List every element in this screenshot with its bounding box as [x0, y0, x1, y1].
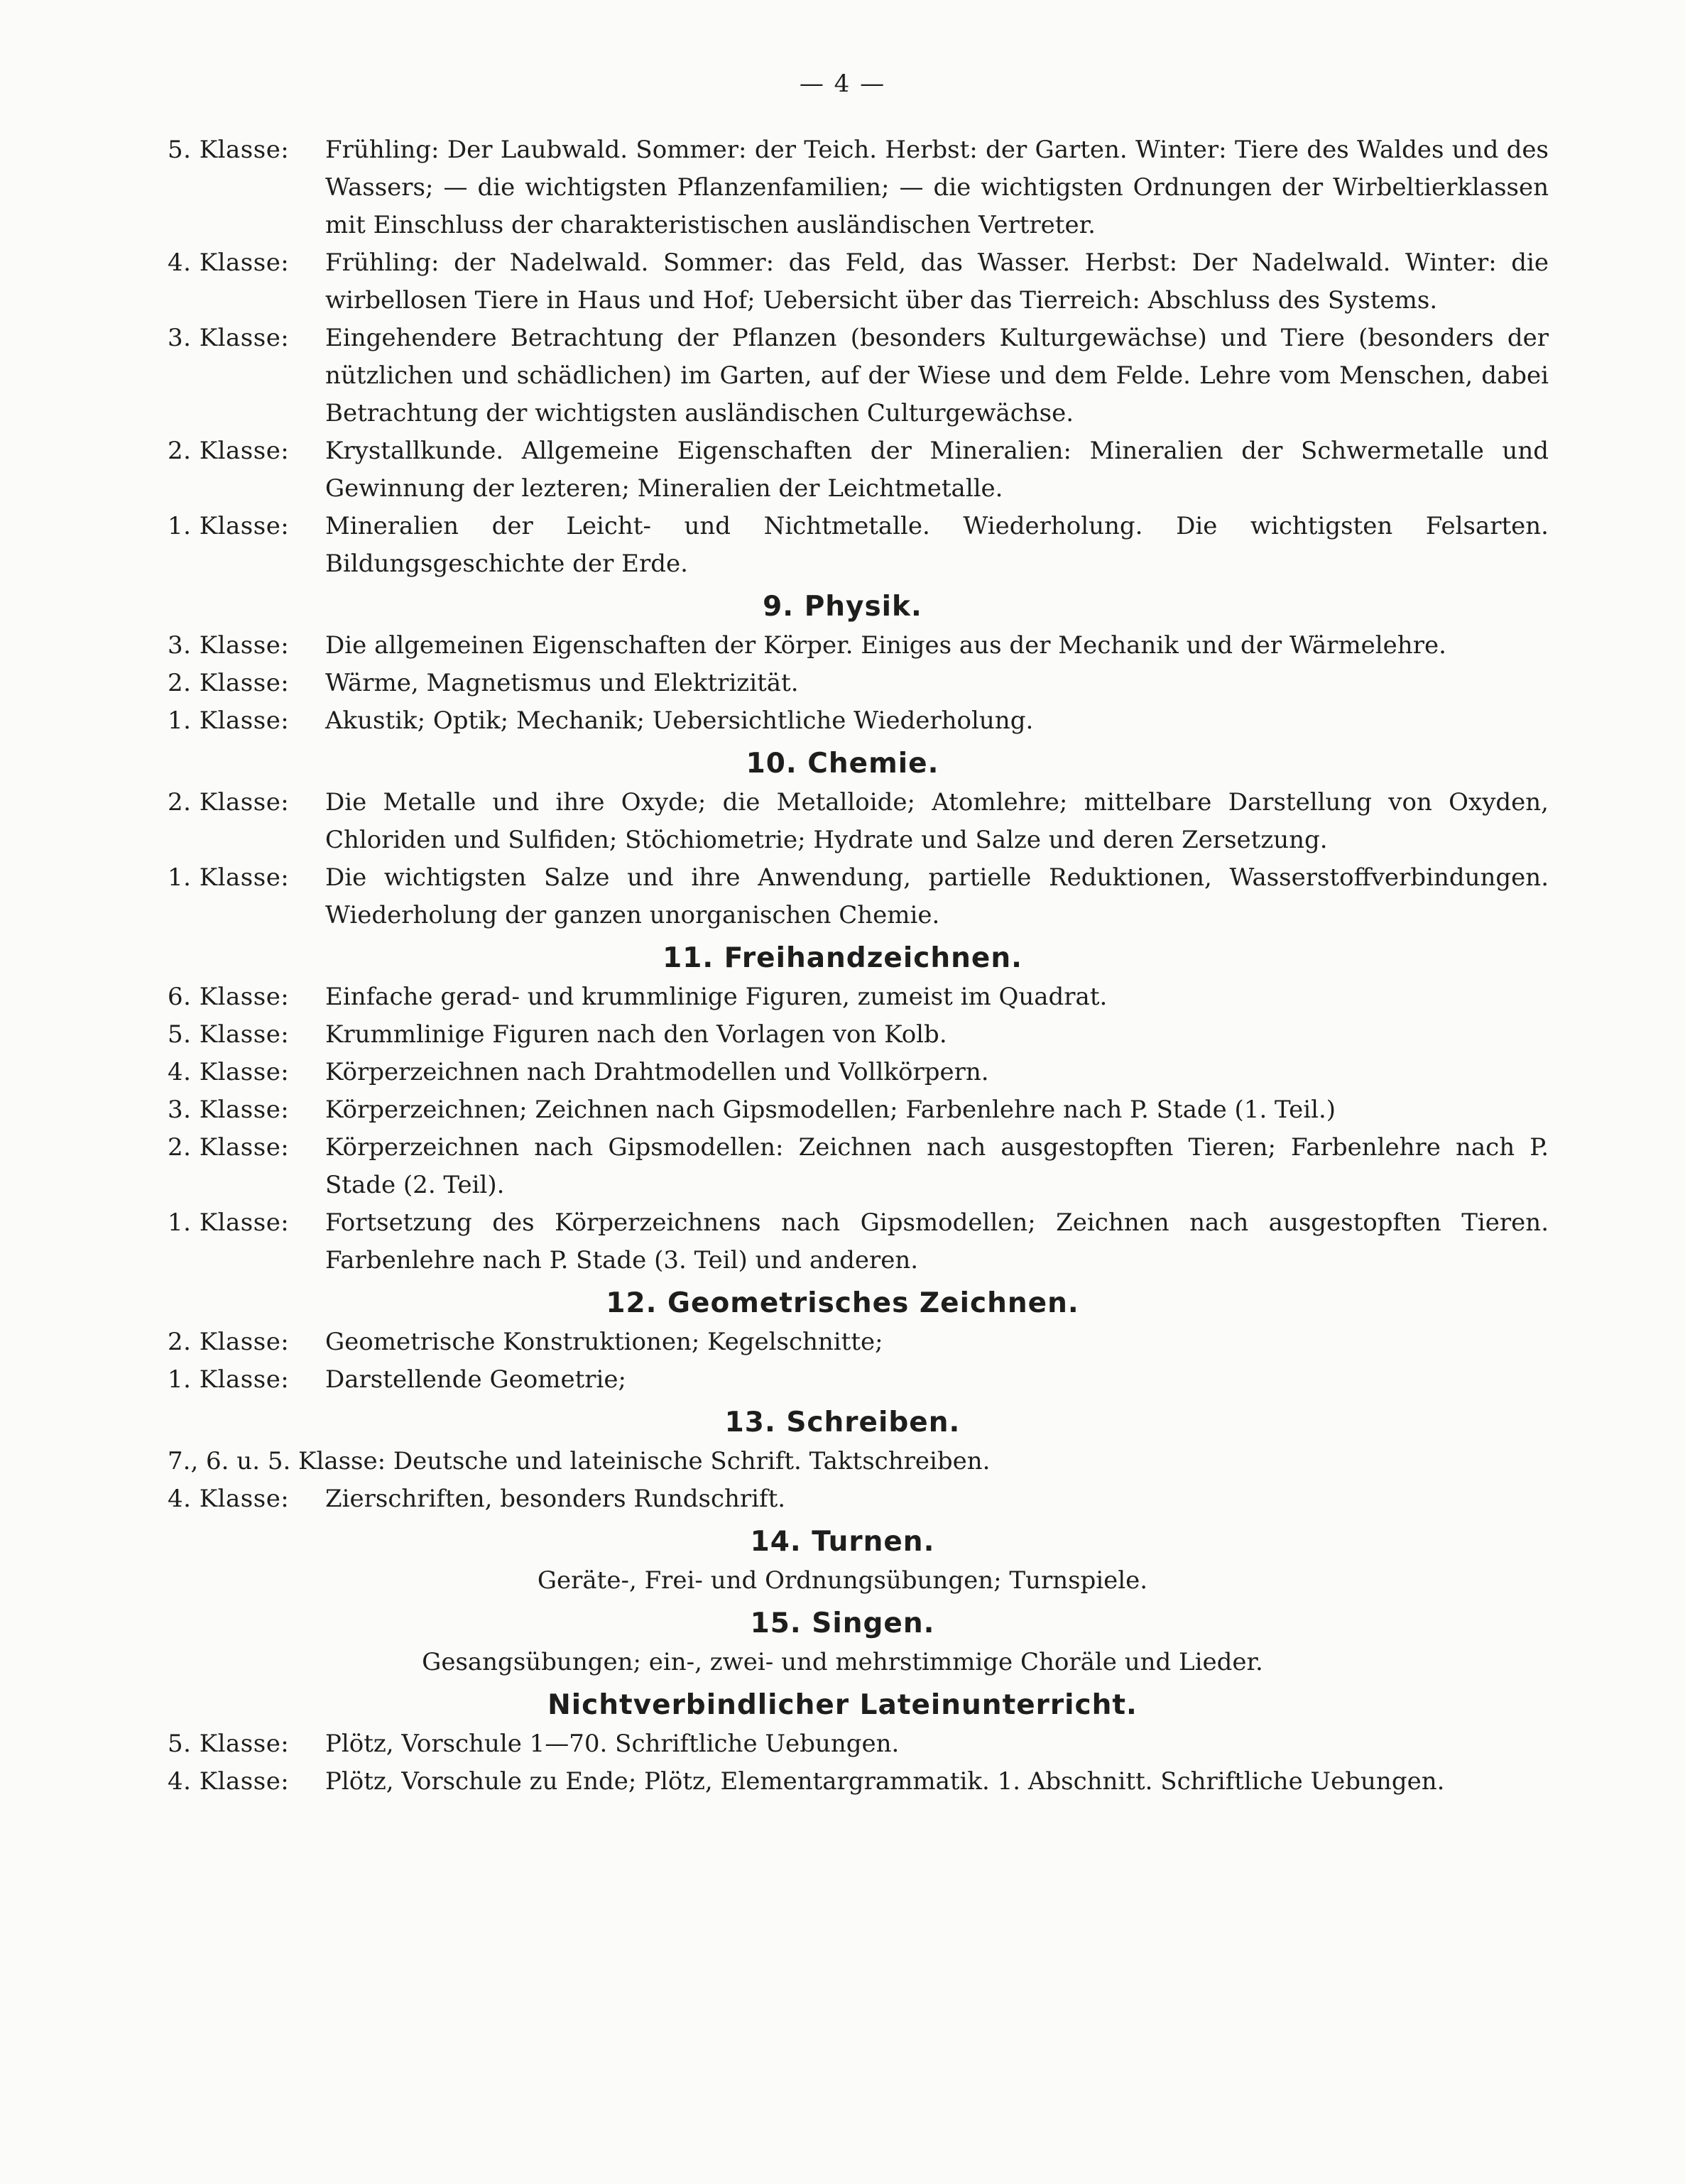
centered-text: Geräte-, Frei- und Ordnungsübungen; Turnspiele. — [537, 1566, 1148, 1595]
entry-label: 3. Klasse: — [168, 1096, 290, 1124]
entry-label: 1. Klasse: — [168, 863, 290, 892]
section-heading-turnen: 14. Turnen. — [750, 1526, 935, 1558]
entry-text: Plötz, Vorschule zu Ende; Plötz, Elementargrammatik. 1. Abschnitt. Schriftliche Uebungen. — [325, 1767, 1445, 1796]
entry-label: 2. Klasse: — [168, 1133, 290, 1162]
section-heading-freihandzeichnen: 11. Freihandzeichnen. — [662, 942, 1023, 974]
entry — [0, 244, 1549, 320]
entry-label: 5. Klasse: — [168, 1020, 290, 1049]
entry — [0, 1480, 1549, 1518]
entry — [0, 432, 1549, 508]
entry-text: Die wichtigsten Salze und ihre Anwendung, partielle Reduktionen, Wasserstoffverbindungen. Wiederholung der ganzen unorganischen Chemie. — [325, 863, 1549, 929]
centered-text: Gesangsübungen; ein-, zwei- und mehrstimmige Choräle und Lieder. — [422, 1648, 1263, 1676]
entry-text: Körperzeichnen nach Drahtmodellen und Vollkörpern. — [325, 1058, 989, 1086]
section-heading-chemie: 10. Chemie. — [746, 748, 939, 780]
entry — [0, 1204, 1549, 1279]
entry-text: Frühling: der Nadelwald. Sommer: das Feld, das Wasser. Herbst: Der Nadelwald. Winter: die wirbellosen Tiere in Haus und Hof; Uebersicht über das Tierreich: Abschluss des Systems. — [325, 249, 1549, 315]
entry-text: Wärme, Magnetismus und Elektrizität. — [325, 669, 799, 697]
entry-label: 5. Klasse: — [168, 136, 290, 164]
entry — [0, 859, 1549, 934]
entry-label: 4. Klasse: — [168, 1058, 290, 1086]
entry — [0, 1323, 1549, 1361]
entry-text: Körperzeichnen; Zeichnen nach Gipsmodellen; Farbenlehre nach P. Stade (1. Teil.) — [325, 1096, 1336, 1124]
entry-text: Körperzeichnen nach Gipsmodellen: Zeichnen nach ausgestopften Tieren; Farbenlehre nach P. Stade (2. Teil). — [325, 1133, 1549, 1199]
entry — [0, 978, 1549, 1016]
entry — [0, 320, 1549, 432]
entry-text: Die Metalle und ihre Oxyde; die Metalloide; Atomlehre; mittelbare Darstellung von Oxyden, Chloriden und Sulfiden; Stöchiometrie; Hydrate und Salze und deren Zersetzung. — [325, 788, 1549, 854]
section-heading-schreiben: 13. Schreiben. — [724, 1407, 961, 1438]
entry-text: Krystallkunde. Allgemeine Eigenschaften der Mineralien: Mineralien der Schwermetalle und Gewinnung der lezteren; Mineralien der Leichtmetalle. — [325, 437, 1549, 503]
entry-label: 4. Klasse: — [168, 249, 290, 277]
entry — [0, 1054, 1549, 1091]
page-number: — 4 — — [799, 70, 886, 98]
entry-text: Fortsetzung des Körperzeichnens nach Gipsmodellen; Zeichnen nach ausgestopften Tieren. Farbenlehre nach P. Stade (3. Teil) und anderen. — [325, 1208, 1549, 1274]
entry-text: Krummlinige Figuren nach den Vorlagen von Kolb. — [325, 1020, 947, 1049]
section-heading-geometrisches-zeichnen: 12. Geometrisches Zeichnen. — [606, 1287, 1079, 1319]
entry-text: Einfache gerad- und krummlinige Figuren, zumeist im Quadrat. — [325, 983, 1108, 1011]
section-heading-lateinunterricht: Nichtverbindlicher Lateinunterricht. — [547, 1689, 1138, 1721]
entry-text: Plötz, Vorschule 1—70. Schriftliche Uebungen. — [325, 1730, 900, 1758]
section-heading-physik: 9. Physik. — [763, 591, 922, 623]
entry-text: 7., 6. u. 5. Klasse: Deutsche und lateinische Schrift. Taktschreiben. — [168, 1447, 991, 1475]
entry — [0, 1091, 1549, 1129]
entry-text: Eingehendere Betrachtung der Pflanzen (besonders Kulturgewächse) und Tiere (besonders der nützlichen und schädlichen) im Garten, auf der Wiese und dem Felde. Lehre vom Menschen, dabei Betrachtung der wichtigsten ausländischen Culturgewächse. — [325, 324, 1549, 427]
entry — [0, 627, 1549, 665]
entry-label: 2. Klasse: — [168, 669, 290, 697]
entry — [0, 1725, 1549, 1763]
entry-label: 1. Klasse: — [168, 1365, 290, 1394]
entry — [0, 1361, 1549, 1399]
entry-label: 3. Klasse: — [168, 631, 290, 660]
entry-label: 4. Klasse: — [168, 1485, 290, 1513]
entry-label: 1. Klasse: — [168, 512, 290, 540]
entry-label: 1. Klasse: — [168, 1208, 290, 1237]
entry-text: Akustik; Optik; Mechanik; Uebersichtliche Wiederholung. — [325, 706, 1034, 735]
entry — [0, 784, 1549, 859]
entry-label: 2. Klasse: — [168, 788, 290, 817]
entry — [0, 508, 1549, 583]
document-body — [0, 131, 1685, 1801]
entry-label: 2. Klasse: — [168, 1328, 290, 1356]
entry — [0, 1129, 1549, 1204]
entry-text: Darstellende Geometrie; — [325, 1365, 626, 1394]
entry — [0, 702, 1549, 740]
entry-label: 2. Klasse: — [168, 437, 290, 465]
entry-text: Frühling: Der Laubwald. Sommer: der Teich. Herbst: der Garten. Winter: Tiere des Waldes und des Wassers; — die wichtigsten Pflanzenfamilien; — die wichtigsten Ordnungen der Wirbeltierklassen mit Einschluss der charakteristischen ausländischen Vertreter. — [325, 136, 1549, 239]
entry-text: Zierschriften, besonders Rundschrift. — [325, 1485, 786, 1513]
entry — [0, 665, 1549, 702]
entry-label: 4. Klasse: — [168, 1767, 290, 1796]
section-heading-singen: 15. Singen. — [750, 1607, 935, 1639]
entry-text: Die allgemeinen Eigenschaften der Körper. Einiges aus der Mechanik und der Wärmelehre. — [325, 631, 1446, 660]
entry-label: 5. Klasse: — [168, 1730, 290, 1758]
entry-text: Mineralien der Leicht- und Nichtmetalle. Wiederholung. Die wichtigsten Felsarten. Bildungsgeschichte der Erde. — [325, 512, 1549, 578]
entry-label: 6. Klasse: — [168, 983, 290, 1011]
entry — [0, 1443, 1223, 1480]
entry-label: 3. Klasse: — [168, 324, 290, 352]
entry-label: 1. Klasse: — [168, 706, 290, 735]
entry — [0, 131, 1549, 244]
entry — [0, 1016, 1549, 1054]
entry-text: Geometrische Konstruktionen; Kegelschnitte; — [325, 1328, 883, 1356]
entry — [0, 1763, 1549, 1801]
